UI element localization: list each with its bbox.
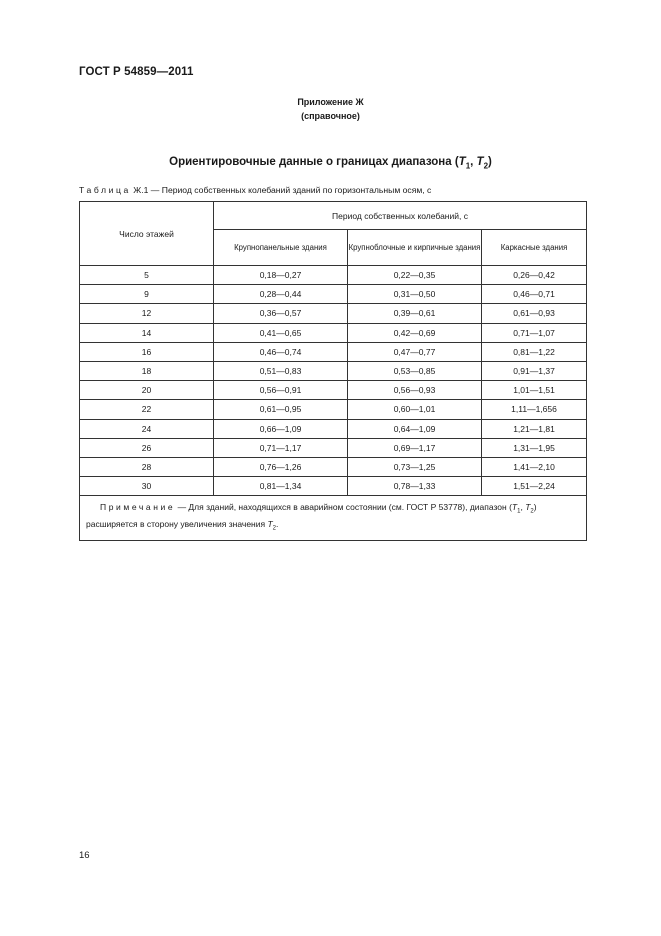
floors-cell: 28: [80, 457, 214, 476]
floors-cell: 16: [80, 342, 214, 361]
period-cell: 0,18—0,27: [214, 266, 348, 285]
period-cell: 0,56—0,91: [214, 381, 348, 400]
period-cell: 1,11—1,656: [482, 400, 587, 419]
header-frame-buildings: Каркасные здания: [482, 230, 587, 266]
period-cell: 1,41—2,10: [482, 457, 587, 476]
floors-cell: 26: [80, 438, 214, 457]
period-cell: 0,61—0,95: [214, 400, 348, 419]
period-cell: 0,51—0,83: [214, 361, 348, 380]
title-suffix: ): [488, 156, 492, 168]
table-row: [80, 381, 587, 400]
table-caption-label: Таблица: [79, 185, 131, 195]
period-cell: 0,76—1,26: [214, 457, 348, 476]
table-row: [80, 342, 587, 361]
note-symbol-t2: T: [525, 502, 531, 513]
period-cell: 0,66—1,09: [214, 419, 348, 438]
period-cell: 0,39—0,61: [348, 304, 482, 323]
appendix-title: Приложение Ж: [297, 97, 364, 107]
table-row: [80, 419, 587, 438]
floors-cell: 12: [80, 304, 214, 323]
table-row: [80, 457, 587, 476]
floors-cell: 5: [80, 266, 214, 285]
section-title-text: Ориентировочные данные о границах диапазона (: [169, 156, 459, 168]
table-row: [80, 285, 587, 304]
table-row: [80, 400, 587, 419]
note-subscript-1: 1: [517, 508, 521, 515]
period-cell: 0,22—0,35: [348, 266, 482, 285]
period-cell: 0,81—1,22: [482, 342, 587, 361]
note-end: .: [276, 519, 279, 530]
period-cell: 0,53—0,85: [348, 361, 482, 380]
header-floors: Число этажей: [80, 202, 214, 266]
period-cell: 0,64—1,09: [348, 419, 482, 438]
table-row: [80, 438, 587, 457]
table-row: [80, 304, 587, 323]
floors-cell: 20: [80, 381, 214, 400]
period-cell: 0,26—0,42: [482, 266, 587, 285]
floors-cell: 14: [80, 323, 214, 342]
period-cell: 1,31—1,95: [482, 438, 587, 457]
symbol-t1: T: [458, 156, 466, 168]
subscript-1: 1: [465, 161, 471, 171]
period-cell: 0,60—1,01: [348, 400, 482, 419]
floors-cell: 30: [80, 477, 214, 496]
symbol-t2: T: [476, 156, 484, 168]
floors-cell: 9: [80, 285, 214, 304]
note-label: Примечание: [100, 502, 176, 513]
table-row: [80, 477, 587, 496]
period-cell: 0,46—0,74: [214, 342, 348, 361]
period-cell: 0,91—1,37: [482, 361, 587, 380]
period-cell: 0,71—1,07: [482, 323, 587, 342]
note-separator: ,: [520, 502, 526, 513]
period-cell: 0,56—0,93: [348, 381, 482, 400]
floors-cell: 24: [80, 419, 214, 438]
period-cell: 0,81—1,34: [214, 477, 348, 496]
table-row: [80, 361, 587, 380]
period-cell: 0,41—0,65: [214, 323, 348, 342]
table-caption: [79, 185, 431, 195]
note-symbol-t1: T: [511, 502, 518, 513]
appendix-subtitle: (справочное): [301, 111, 360, 121]
note-text: — Для зданий, находящихся в аварийном состоянии (см. ГОСТ Р 53778), диапазон (: [175, 502, 512, 513]
page-number: 16: [79, 850, 90, 861]
period-cell: 0,78—1,33: [348, 477, 482, 496]
table-row: [80, 323, 587, 342]
note-subscript-3: 2: [272, 526, 277, 533]
floors-cell: 18: [80, 361, 214, 380]
period-cell: 0,31—0,50: [348, 285, 482, 304]
table-caption-text: Ж.1 — Период собственных колебаний зданий по горизонтальным осям, с: [130, 185, 432, 195]
note-symbol-t3: T: [267, 519, 273, 530]
period-table: [79, 201, 587, 541]
header-panel-buildings: Крупнопанельные здания: [214, 230, 348, 266]
period-cell: 0,73—1,25: [348, 457, 482, 476]
appendix-heading: [0, 95, 661, 123]
period-cell: 1,01—1,51: [482, 381, 587, 400]
period-cell: 1,51—2,24: [482, 477, 587, 496]
period-cell: 0,71—1,17: [214, 438, 348, 457]
note-subscript-2: 2: [530, 508, 534, 515]
period-cell: 0,69—1,17: [348, 438, 482, 457]
section-title: [0, 156, 661, 170]
note-text-2: ) расширяется в сторону увеличения значения: [86, 502, 537, 530]
period-cell: 0,46—0,71: [482, 285, 587, 304]
period-cell: 0,42—0,69: [348, 323, 482, 342]
period-cell: 0,61—0,93: [482, 304, 587, 323]
period-cell: 0,28—0,44: [214, 285, 348, 304]
table-row: [80, 266, 587, 285]
title-separator: ,: [470, 156, 477, 168]
subscript-2: 2: [483, 161, 489, 171]
header-period: Период собственных колебаний, с: [214, 202, 587, 230]
period-cell: 0,36—0,57: [214, 304, 348, 323]
period-cell: 0,47—0,77: [348, 342, 482, 361]
document-code: ГОСТ Р 54859—2011: [79, 66, 194, 78]
table-note: [80, 496, 587, 540]
header-block-brick-buildings: Крупноблочные и кирпичные здания: [348, 230, 482, 266]
period-cell: 1,21—1,81: [482, 419, 587, 438]
floors-cell: 22: [80, 400, 214, 419]
